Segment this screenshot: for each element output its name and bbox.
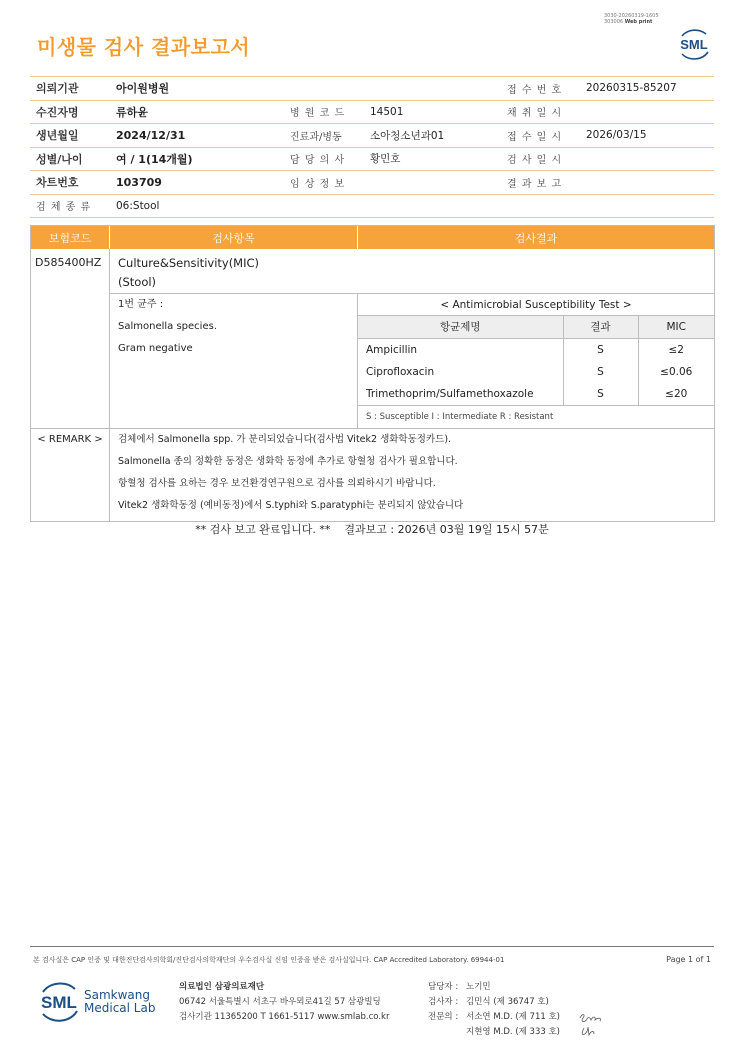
remark-line: Vitek2 생화학동정 (예비동정)에서 S.typhi와 S.paratyphi는 분리되지 않았습니다 (118, 500, 464, 511)
ast-result: S (563, 361, 638, 384)
label-department: 진료과/병동 (284, 124, 364, 148)
staff-name: 김민식 (제 36747 호) (466, 997, 549, 1007)
value-department: 소아청소년과01 (364, 124, 501, 148)
foundation-contact: 검사기관 11365200 T 1661-5117 www.smlab.co.kr (179, 1012, 390, 1022)
page-number: Page 1 of 1 (666, 955, 711, 964)
remark-section (31, 428, 714, 521)
print-code: 3030-20260319-1605 303006 Web print (604, 13, 659, 25)
header-insurance-code: 보험코드 (31, 226, 110, 249)
report-datetime: 결과보고 : 2026년 03월 19일 15시 57분 (344, 523, 549, 536)
report-title: 미생물 검사 결과보고서 (37, 35, 251, 59)
ast-title: < Antimicrobial Susceptibility Test > (358, 294, 714, 316)
ast-drug: Trimethoprim/Sulfamethoxazole (358, 383, 563, 406)
ast-header-result: 결과 (563, 316, 638, 338)
footer-logo-mark (37, 980, 83, 1030)
label-doctor: 담 당 의 사 (284, 147, 364, 171)
value-doctor: 황민호 (364, 147, 501, 171)
ast-row (358, 361, 714, 384)
ast-drug: Ampicillin (366, 343, 418, 356)
info-row (30, 124, 714, 148)
organism-name: Salmonella species. (118, 321, 217, 332)
ast-mic: ≤2 (638, 338, 714, 361)
ast-legend: S : Susceptible I : Intermediate R : Resistant (366, 412, 554, 422)
staff-name: 노기민 (466, 982, 491, 992)
ast-drug: Ciprofloxacin (366, 365, 435, 378)
remark-line: 검체에서 Salmonella spp. 가 분리되었습니다(검사법 Vitek2 생화학동정카드). (118, 434, 452, 445)
label-receipt-time: 접 수 일 시 (501, 124, 580, 148)
remark-line: 항혈청 검사를 요하는 경우 보건환경연구원으로 검사를 의뢰하시기 바랍니다. (118, 478, 436, 489)
ast-table (358, 316, 714, 406)
ast-section (358, 294, 714, 428)
sensitivity-section (110, 294, 714, 428)
value-chart: 103709 (110, 171, 284, 195)
value-requester: 아이원병원 (110, 77, 284, 101)
label-report-time: 결 과 보 고 (501, 171, 580, 195)
handwritten-signature (576, 1010, 610, 1042)
organism-info (110, 294, 358, 428)
value-accession: 20260315-85207 (580, 77, 714, 101)
header-test-result: 검사결과 (514, 231, 558, 245)
value-receipt-time: 2026/03/15 (580, 124, 714, 148)
foundation-address: 06742 서울특별시 서초구 바우뫼로41길 57 삼광빌딩 (179, 997, 381, 1007)
value-patient: 류하윤 (110, 100, 284, 124)
gram-stain: Gram negative (118, 343, 193, 354)
value-birth: 2024/12/31 (110, 124, 284, 148)
remark-label: < REMARK > (31, 429, 110, 521)
company-name: Samkwang Medical Lab (84, 988, 156, 1015)
value-test-time (580, 147, 714, 171)
info-row (30, 100, 714, 124)
ast-header-mic: MIC (638, 316, 714, 338)
foundation-info (179, 980, 389, 1025)
value-report-time (580, 171, 714, 195)
info-row (30, 147, 714, 171)
completion-notice (0, 521, 744, 537)
ast-mic: ≤0.06 (638, 361, 714, 384)
staff-info: 담당자 : 노기민 검사자 : 김민식 (제 36747 호) 전문의 : 서소연 M.D. (제 711 호) 지현영 M.D. (제 333 호) (428, 980, 560, 1040)
value-specimen: 06:Stool (110, 194, 284, 218)
header-test-item: 검사항목 (110, 226, 358, 249)
label-patient: 수진자명 (30, 100, 110, 124)
svg-text:SML: SML (680, 37, 708, 52)
result-main (110, 249, 714, 428)
result-table (30, 225, 715, 522)
ast-result: S (563, 383, 638, 406)
remark-lines (110, 429, 714, 521)
info-row (30, 77, 714, 101)
info-row (30, 171, 714, 195)
patient-info-table (30, 76, 714, 218)
ast-row (358, 338, 714, 361)
label-collect-time: 채 취 일 시 (501, 100, 580, 124)
organism-label: 1번 균주 : (118, 299, 164, 310)
result-body (31, 249, 714, 428)
sml-logo (674, 26, 714, 66)
result-header-row (31, 226, 714, 249)
label-specimen: 검 체 종 류 (30, 194, 110, 218)
value-sex-age: 여 / 1(14개월) (110, 147, 284, 171)
label-test-time: 검 사 일 시 (501, 147, 580, 171)
remark-line: Salmonella 종의 정확한 동정은 생화학 동정에 추가로 항혈청 검사가 필요합니다. (118, 456, 458, 467)
test-item-name: Culture&Sensitivity(MIC) (Stool) (110, 249, 714, 294)
ast-result: S (563, 338, 638, 361)
footer-divider (30, 946, 714, 947)
ast-header-drug: 항균제명 (358, 316, 563, 338)
completion-text: ** 검사 보고 완료입니다. ** (195, 523, 331, 536)
staff-name: 지현영 M.D. (제 333 호) (466, 1027, 561, 1037)
label-clinical-info: 임 상 정 보 (284, 171, 364, 195)
certification-text: 본 검사실은 CAP 인증 및 대한진단검사의학회/진단검사의학재단의 우수검사실 신임 인증을 받은 검사실입니다. CAP Accredited Laboratory. 69944-01 (33, 956, 505, 964)
value-collect-time (580, 100, 714, 124)
label-requester: 의뢰기관 (30, 77, 110, 101)
info-row (30, 194, 714, 218)
label-birth: 생년월일 (30, 124, 110, 148)
insurance-code: D585400HZ (31, 249, 110, 428)
label-chart: 차트번호 (30, 171, 110, 195)
ast-header-row (358, 316, 714, 338)
ast-mic: ≤20 (638, 383, 714, 406)
svg-text:SML: SML (41, 993, 77, 1012)
value-clinical-info (364, 171, 501, 195)
foundation-name: 의료법인 삼광의료재단 (179, 982, 265, 992)
label-accession: 접 수 번 호 (501, 77, 580, 101)
label-sex-age: 성별/나이 (30, 147, 110, 171)
value-hospital-code: 14501 (364, 100, 501, 124)
ast-row (358, 383, 714, 406)
label-hospital-code: 병 원 코 드 (284, 100, 364, 124)
staff-name: 서소연 M.D. (제 711 호) (466, 1012, 561, 1022)
